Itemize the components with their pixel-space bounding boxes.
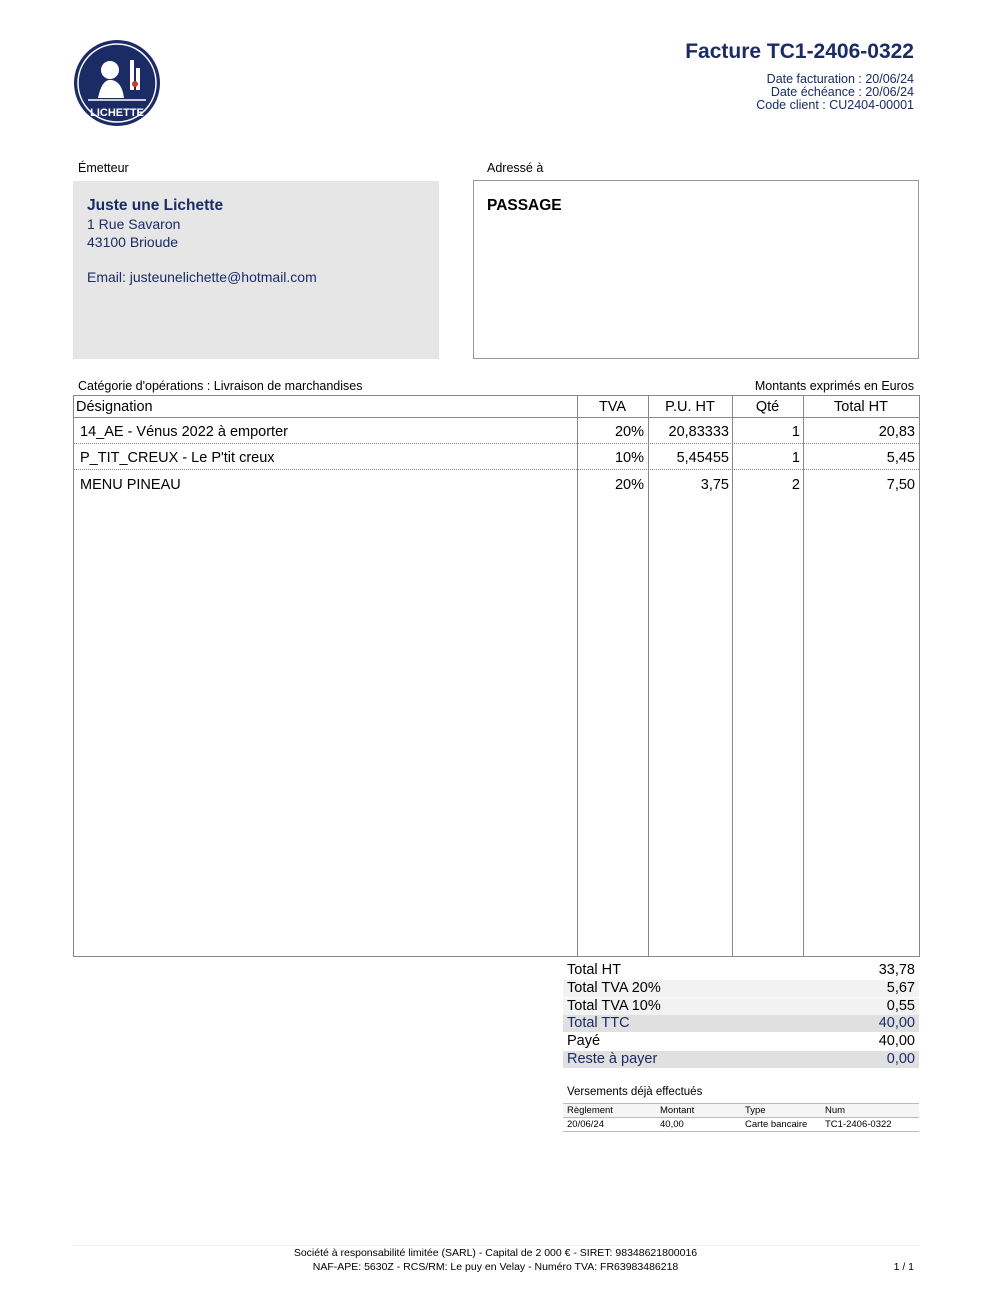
column-header-vat: TVA [598, 399, 627, 415]
total-ht-row [563, 962, 919, 979]
payment-date: 20/06/24 [567, 1119, 604, 1130]
column-header-total: Total HT [834, 399, 888, 415]
line-qty: 1 [791, 424, 800, 440]
total-value: 0,00 [886, 1051, 915, 1067]
sender-box [73, 181, 439, 359]
total-value: 33,78 [878, 962, 915, 978]
line-unit-price: 20,83333 [668, 424, 729, 440]
line-vat: 20% [614, 424, 644, 440]
line-total: 7,50 [886, 477, 915, 493]
recipient-name: PASSAGE [487, 197, 562, 214]
footer-divider [73, 1245, 918, 1246]
total-ttc-row [563, 1015, 919, 1032]
payments-title: Versements déjà effectués [567, 1086, 703, 1098]
column-header-qty: Qté [755, 399, 780, 415]
invoice-lines-table [73, 395, 920, 957]
remaining-row [563, 1051, 919, 1068]
logo-text: LICHETTE [90, 107, 144, 119]
total-value: 5,67 [886, 980, 915, 996]
line-unit-price: 5,45455 [676, 450, 729, 466]
total-value: 0,55 [886, 998, 915, 1014]
payment-num: TC1-2406-0322 [825, 1119, 892, 1130]
sender-name: Juste une Lichette [87, 197, 224, 214]
company-logo [72, 38, 162, 128]
line-qty: 2 [791, 477, 800, 493]
line-designation: P_TIT_CREUX - Le P'tit creux [80, 450, 275, 466]
total-label: Total TTC [567, 1015, 630, 1031]
payments-header-num: Num [825, 1105, 846, 1116]
total-value: 40,00 [878, 1015, 915, 1031]
line-designation: MENU PINEAU [80, 477, 181, 493]
payments-header-type: Type [745, 1105, 766, 1116]
column-header-designation: Désignation [76, 399, 153, 415]
payments-header-date: Règlement [567, 1105, 613, 1116]
currency-note: Montants exprimés en Euros [754, 379, 914, 393]
payments-table [563, 1103, 919, 1132]
total-value: 40,00 [878, 1033, 915, 1049]
invoice-date: Date facturation : 20/06/24 [766, 72, 914, 86]
total-label: Reste à payer [567, 1051, 658, 1067]
paid-row [563, 1033, 919, 1050]
footer-legal-line2: NAF-APE: 5630Z - RCS/RM: Le puy en Velay - Numéro TVA: FR63983486218 [312, 1261, 679, 1273]
sender-address-line1: 1 Rue Savaron [87, 216, 181, 232]
payments-header-amount: Montant [660, 1105, 695, 1116]
total-label: Payé [567, 1033, 601, 1049]
client-code: Code client : CU2404-00001 [756, 98, 914, 112]
line-designation: 14_AE - Vénus 2022 à emporter [80, 424, 288, 440]
footer-legal-line1: Société à responsabilité limitée (SARL) - Capital de 2 000 € - SIRET: 98348621800016 [293, 1247, 698, 1259]
recipient-label: Adressé à [487, 161, 544, 175]
payment-row [563, 1118, 919, 1132]
payments-header-row [563, 1103, 919, 1118]
payment-amount: 40,00 [660, 1119, 684, 1130]
due-date: Date échéance : 20/06/24 [770, 85, 914, 99]
sender-label: Émetteur [78, 161, 129, 175]
sender-email: Email: justeunelichette@hotmail.com [87, 269, 317, 285]
line-total: 20,83 [878, 424, 915, 440]
page-number: 1 / 1 [893, 1261, 914, 1273]
sender-address-line2: 43100 Brioude [87, 234, 179, 250]
total-vat-10-row [563, 998, 919, 1015]
line-vat: 20% [614, 477, 644, 493]
total-label: Total HT [567, 962, 621, 978]
recipient-box [473, 180, 919, 359]
line-qty: 1 [791, 450, 800, 466]
line-vat: 10% [614, 450, 644, 466]
payment-type: Carte bancaire [745, 1119, 808, 1130]
total-label: Total TVA 10% [567, 998, 661, 1014]
invoice-title: Facture TC1-2406-0322 [685, 40, 914, 63]
column-header-unit-price: P.U. HT [665, 399, 715, 415]
lichette-logo-icon [72, 38, 162, 128]
total-label: Total TVA 20% [567, 980, 661, 996]
line-unit-price: 3,75 [700, 477, 729, 493]
operations-category: Catégorie d'opérations : Livraison de marchandises [78, 379, 363, 393]
total-vat-20-row [563, 980, 919, 997]
line-total: 5,45 [886, 450, 915, 466]
